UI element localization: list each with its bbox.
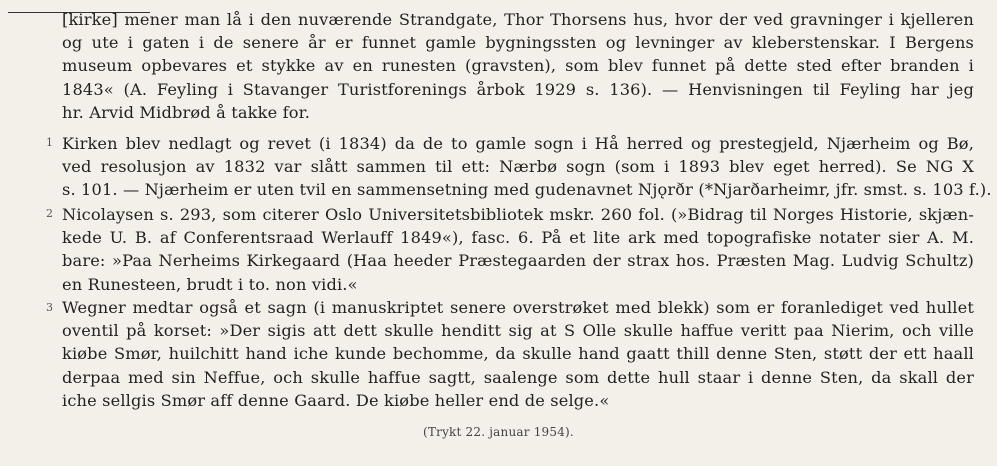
text-line: Kirken blev nedlagt og revet (i 1834) da de to gamle sogn i Hå herred og prestegjeld, Njærheim og Bø, xyxy=(62,134,974,153)
text-line: hr. Arvid Midbrød å takke for. xyxy=(62,102,311,122)
text-line: oventil på korset: »Der sigis att dett skulle henditt sig at S Olle skulle haffue veritt paa Nierim, och ville xyxy=(62,321,974,341)
text-line: en Runesteen, brudt i to. non vidi.« xyxy=(62,274,358,294)
text-line: kede U. B. af Conferentsraad Werlauff 1849«), fasc. 6. På et lite ark med topografiske notater sier A. M. xyxy=(62,228,974,248)
text-line: Wegner medtar også et sagn (i manuskriptet senere overstrøket med blekk) som er foranlediget ved hullet xyxy=(62,298,974,317)
text-line: Nicolaysen s. 293, som citerer Oslo Universitetsbibliotek mskr. 260 fol. (»Bidrag til Norges Historie, skjæn- xyxy=(62,205,974,224)
text-line: museum opbevares et stykke av en runesten (gravsten), som blev funnet på dette sted efter branden i xyxy=(62,56,974,76)
printed-date-note: (Trykt 22. januar 1954). xyxy=(423,425,574,439)
continuation-paragraph xyxy=(62,8,974,124)
text-line: s. 101. — Njærheim er uten tvil en sammensetning med gudenavnet Njǫrðr (*Njarðarheimr, jfr. smst. s. 103 f.). xyxy=(62,180,992,200)
text-line: bare: »Paa Nerheims Kirkegaard (Haa heeder Præstegaarden der strax hos. Præsten Mag. Ludvig Schultz) xyxy=(62,251,974,271)
text-line: og ute i gaten i de senere år er funnet gamle bygningssten og levninger av kleberstenskar. I Bergens xyxy=(62,33,974,53)
footnote-marker: 1 xyxy=(46,136,53,149)
footnote-marker: 2 xyxy=(46,207,53,220)
text-line: 1843« (A. Feyling i Stavanger Turistforenings årbok 1929 s. 136). — Henvisningen til Feyling har jeg xyxy=(62,79,974,99)
text-line: [kirke] mener man lå i den nuværende Strandgate, Thor Thorsens hus, hvor der ved gravninger i kjelleren xyxy=(62,10,974,29)
footnote-3 xyxy=(62,296,974,412)
footnote-marker: 3 xyxy=(46,301,53,314)
text-line: kiøbe Smør, huilchitt hand iche kunde bechomme, da skulle hand gaatt thill denne Sten, støtt der ett haall xyxy=(62,344,974,364)
text-line: derpaa med sin Neffue, och skulle haffue sagtt, saalenge som dette hull staar i denne Sten, da skall der xyxy=(62,367,974,387)
footnote-1 xyxy=(62,132,992,202)
footnote-2 xyxy=(62,203,974,296)
text-line: ved resolusjon av 1832 var slått sammen til ett: Nærbø sogn (som i 1893 blev eget herred). Se NG X xyxy=(62,157,974,177)
text-line: iche sellgis Smør aff denne Gaard. De kiøbe heller end de selge.« xyxy=(62,390,610,410)
